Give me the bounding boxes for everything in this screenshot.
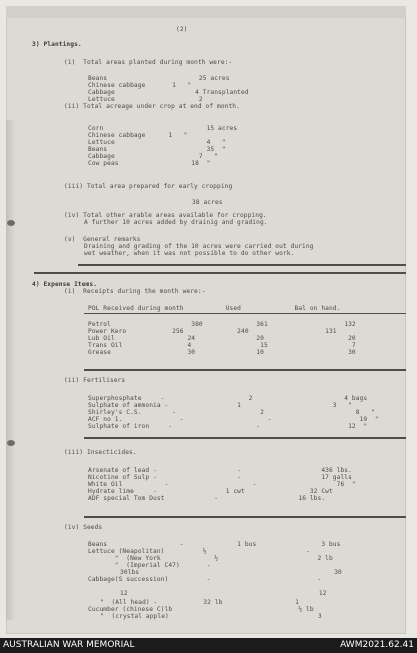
- typed-line: Draining and grading of the 10 acres were carried out during: [84, 243, 314, 250]
- punch-hole: [7, 440, 15, 446]
- paper-sheet: [6, 6, 406, 634]
- typed-line: Hydrate lime - 1 cwt 32 Cwt: [88, 488, 333, 495]
- paper-binding-shadow: [6, 120, 14, 620]
- typed-line: Cow peas 18 ": [88, 160, 211, 167]
- typed-line: Chinese cabbage 1 ": [88, 132, 188, 139]
- typed-line: 38 acres: [192, 199, 223, 206]
- typed-line: Beans - 1 bus 3 bus: [88, 541, 341, 548]
- typed-line: " (Imperial C47) -: [88, 562, 211, 569]
- typed-line: ACF no 1. - - 19 ": [88, 416, 379, 423]
- typed-line: Arsenate of lead - - 436 lbs.: [88, 467, 352, 474]
- section-rule: [78, 264, 406, 266]
- paper-top-edge: [6, 6, 406, 18]
- footer-bar: [0, 638, 417, 653]
- typed-line: A further 10 acres added by drainig and grading.: [84, 219, 268, 226]
- table-header-rule: [84, 313, 406, 314]
- typed-line: (iii) Total area prepared for early cropping: [64, 183, 233, 190]
- typed-line: Cucumber (chinese C)lb ½ lb: [88, 606, 314, 613]
- typed-line: Cabbage 7 ": [88, 153, 219, 160]
- typed-line: Sulphate of iron - - 12 ": [88, 423, 368, 430]
- typed-line: Power Kero 256 240 131: [88, 328, 337, 335]
- typed-line: (ii) Total acreage under crop at end of month.: [64, 103, 240, 110]
- typed-line: (iii) Insecticides.: [64, 449, 137, 456]
- typed-line: ADF special Tom Dust - 16 lbs.: [88, 495, 326, 502]
- typed-line: 12 12: [120, 590, 327, 597]
- typed-line: 4) Expense Items.: [32, 281, 98, 288]
- typed-line: Cabbage 4 Transplanted: [88, 89, 249, 96]
- typed-line: " (All head) - 32 lb 1: [100, 599, 299, 606]
- subsection-rule: [84, 437, 406, 439]
- typed-line: Grease 30 10 30: [88, 349, 356, 356]
- typed-line: Sulphate of ammonia - 1 3 ": [88, 402, 352, 409]
- subsection-rule: [84, 516, 406, 518]
- typed-line: Lettuce 4 ": [88, 139, 226, 146]
- typed-line: " (New York ½ 2 lb: [88, 555, 333, 562]
- typed-line: Beans 25 acres: [88, 75, 230, 82]
- typed-line: POL Received during month Used Bal on hand.: [88, 305, 341, 312]
- page-number: (2): [176, 26, 188, 33]
- typed-line: (ii) Fertilisers: [64, 377, 126, 384]
- typed-line: Lettuce 2: [88, 96, 203, 103]
- typed-line: " (crystal apple) 3: [100, 613, 322, 620]
- typed-line: Chinese cabbage 1 ": [88, 82, 192, 89]
- typed-line: (i) Total areas planted during month were:-: [64, 59, 233, 66]
- typed-line: Petrol 380 361 132: [88, 321, 356, 328]
- typed-line: Corn 15 acres: [88, 125, 238, 132]
- typed-line: (iv) Total other arable areas available for cropping.: [64, 212, 267, 219]
- typed-line: (i) Receipts during the month were:-: [64, 288, 206, 295]
- typed-line: Shirley's C.S. - 2 8 ": [88, 409, 375, 416]
- typed-line: Superphosphate - 2 4 bags: [88, 395, 368, 402]
- typed-line: Lub Oil 24 20 20: [88, 335, 356, 342]
- typed-line: wet weather, when it was not possible to do other work.: [84, 250, 295, 257]
- typed-line: 3) Plantings.: [32, 41, 82, 48]
- punch-hole: [7, 220, 15, 226]
- footer-source: AUSTRALIAN WAR MEMORIAL: [3, 640, 135, 650]
- typed-line: Lettuce (Neapolitan) ½ -: [88, 548, 310, 555]
- typed-line: (v) General remarks: [64, 236, 141, 243]
- typed-line: Trans Oil 4 15 7: [88, 342, 356, 349]
- typed-line: Beans 35 ": [88, 146, 226, 153]
- subsection-rule: [84, 369, 406, 371]
- typed-line: White Oil - - 76 ": [88, 481, 356, 488]
- typed-line: 30lbs 30: [120, 569, 342, 576]
- typed-line: Nicotine of Sulp - - 17 galls: [88, 474, 352, 481]
- section-rule: [34, 272, 406, 274]
- footer-accession-number: AWM2021.62.41: [340, 640, 414, 650]
- typed-line: (iv) Seeds: [64, 524, 103, 531]
- typed-line: Cabbage(S succession) - -: [88, 576, 322, 583]
